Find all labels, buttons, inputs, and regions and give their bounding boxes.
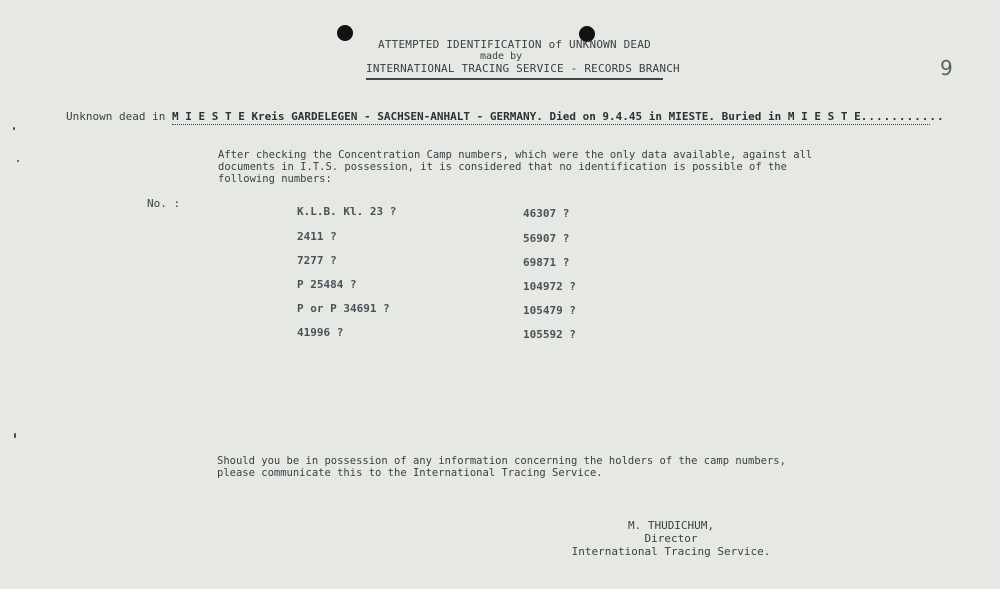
number-left-5: P or P 34691 ? (297, 302, 390, 315)
main-line-dots: ........... (860, 110, 945, 123)
signature-org: International Tracing Service. (571, 545, 771, 558)
number-right-5: 105479 ? (523, 304, 576, 317)
scan-speck (14, 433, 16, 438)
intro-paragraph: After checking the Concentration Camp numbers, which were the only data available, against all documents in I.T.S. possession, it is considered that no identification is possible of the following numbers: (218, 149, 813, 185)
header-rule (366, 78, 663, 80)
number-left-3: 7277 ? (297, 254, 337, 267)
number-left-4: P 25484 ? (297, 278, 357, 291)
number-right-2: 56907 ? (523, 232, 570, 245)
number-left-2: 2411 ? (297, 230, 337, 243)
punch-hole-left (337, 25, 353, 41)
signature-block (566, 519, 776, 558)
main-line (66, 110, 945, 123)
page-number: 9 (940, 56, 953, 80)
closing-paragraph: Should you be in possession of any information concerning the holders of the camp numbers, please communicate this to the International Tracing Service. (217, 455, 786, 479)
scan-speck (17, 160, 19, 162)
main-line-details: M I E S T E Kreis GARDELEGEN - SACHSEN-ANHALT - GERMANY. Died on 9.4.45 in MIESTE. Buried in M I E S T E (171, 110, 861, 123)
signature-name: M. THUDICHUM, (627, 519, 715, 532)
header-organization: INTERNATIONAL TRACING SERVICE - RECORDS BRANCH (366, 62, 680, 75)
header-made-by: made by (480, 51, 523, 62)
number-right-3: 69871 ? (523, 256, 570, 269)
header-title: ATTEMPTED IDENTIFICATION of UNKNOWN DEAD (378, 38, 651, 51)
number-right-6: 105592 ? (523, 328, 576, 341)
numbers-label: No. : (147, 197, 181, 210)
signature-title: Director (644, 532, 698, 545)
main-line-prefix: Unknown dead in (66, 110, 166, 123)
number-left-1: K.L.B. Kl. 23 ? (297, 205, 397, 218)
number-right-1: 46307 ? (523, 207, 570, 220)
number-left-6: 41996 ? (297, 326, 344, 339)
main-line-underline (172, 123, 930, 125)
scan-speck (13, 127, 15, 130)
number-right-4: 104972 ? (523, 280, 576, 293)
